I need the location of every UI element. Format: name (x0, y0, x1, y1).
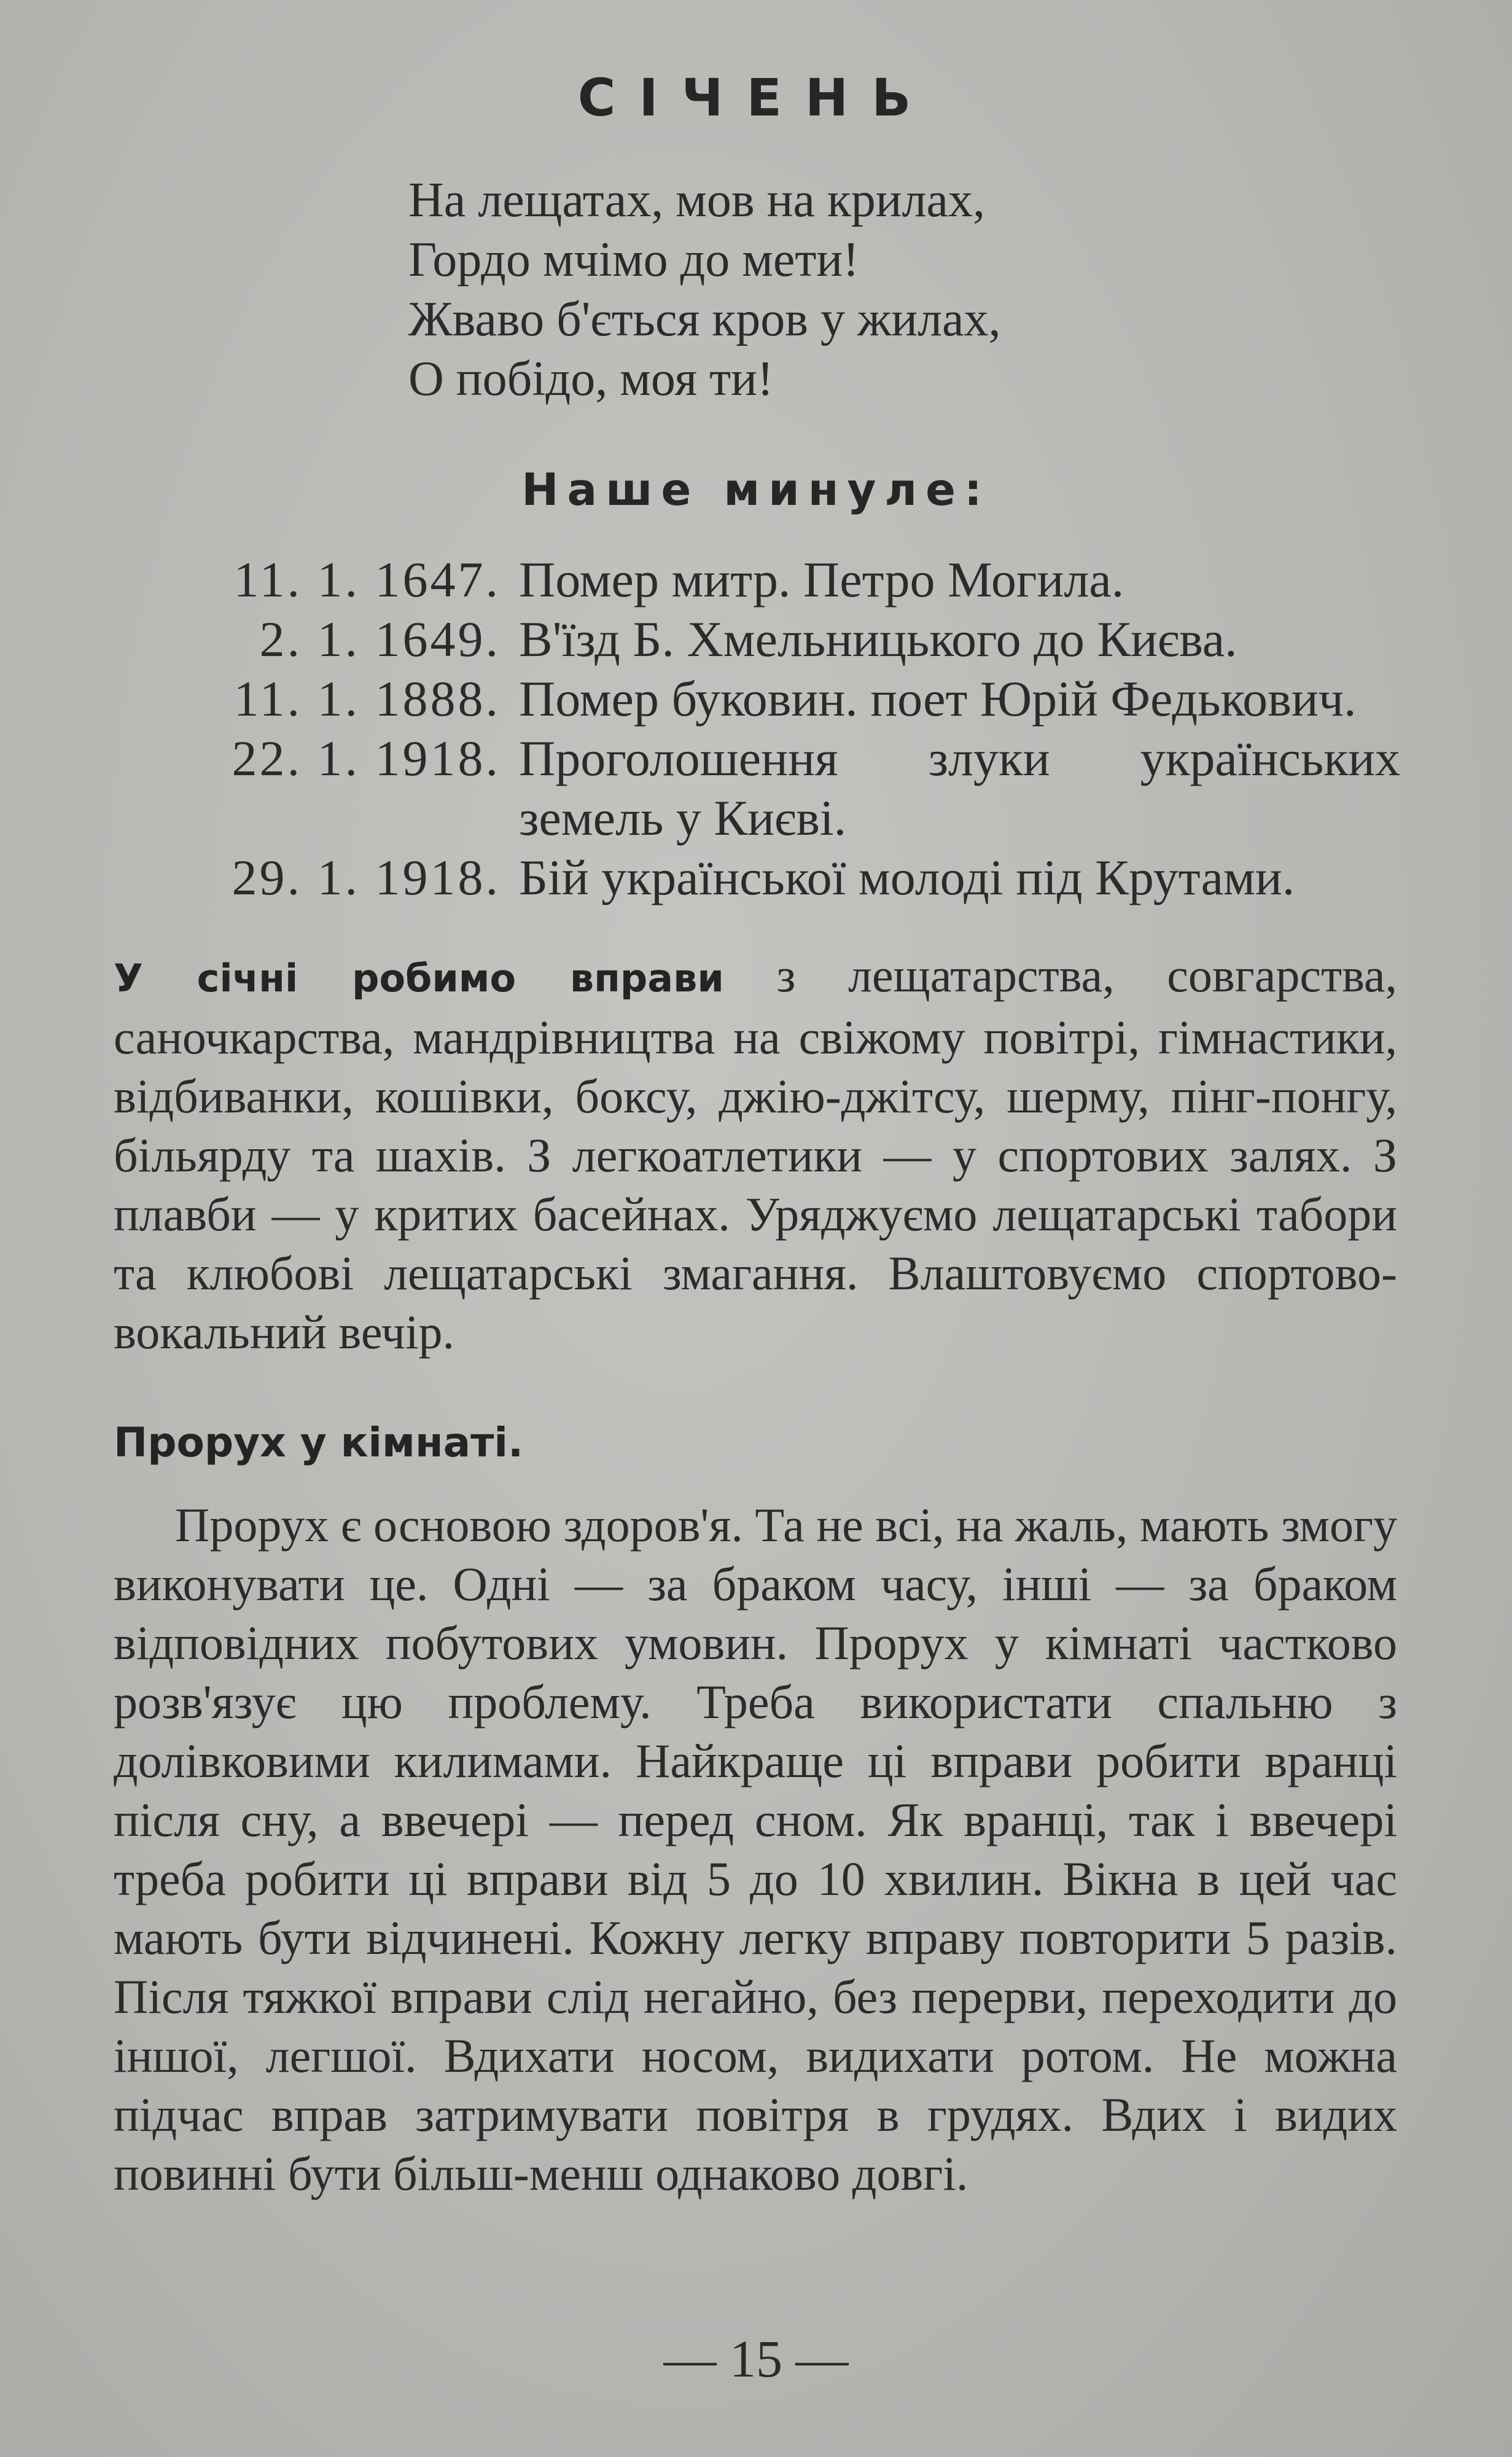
activities-paragraph (114, 946, 1397, 1362)
history-entry (111, 669, 1400, 729)
history-list (111, 550, 1400, 907)
activities-body: з лещатарства, совгарства, саночкарства, мандрівництва на свіжому повітрі, гімнастики, відбиванки, кошівки, боксу, джію-джітсу, шерму, пінг-понгу, більярду та шахів. З легкоатлетики — у спортових залях. З плавби — у критих басейнах. Уряджуємо лещатарські табори та клюбові лещатарські змагання. Влаштовуємо спортово-вокальний вечір. (114, 948, 1397, 1359)
history-date: 29. 1. 1918. (232, 850, 501, 905)
poem-line: Жваво б'ється кров у жилах, (408, 292, 1001, 346)
section-paragraph: Прорух є основою здоров'я. Та не всі, на жаль, мають змогу виконувати це. Одні — за браком часу, інші — за браком відповідних побутових умовин. Прорух у кімнаті частково розв'язує цю проблему. Треба використати спальню з долівковими килимами. Найкраще ці вправи робити вранці після сну, а ввечері — перед сном. Як вранці, так і ввечері треба робити ці вправи від 5 до 10 хвилин. Вікна в цей час мають бути відчинені. Кожну легку вправу повторити 5 разів. Після тяжкої вправи слід негайно, без перерви, переходити до іншої, легшої. Вдихати носом, видихати ротом. Не можна підчас вправ затримувати повітря в грудях. Вдих і видих повинні бути більш-менш однаково довгі. (114, 1498, 1397, 2200)
poem-line: На лещатах, мов на крилах, (408, 173, 986, 227)
page-number: — 15 — (663, 2329, 849, 2388)
history-event: Помер митр. Петро Могила. (519, 552, 1124, 607)
page-title: СІЧЕНЬ (577, 68, 935, 128)
history-date: 11. 1. 1888. (233, 671, 501, 727)
section-heading: Прорух у кімнаті. (114, 1419, 524, 1466)
history-heading: Наше минуле: (521, 464, 991, 515)
poem (408, 171, 1001, 409)
history-date: 22. 1. 1918. (232, 730, 501, 786)
poem-line: О побідо, моя ти! (408, 352, 774, 406)
history-entry (111, 729, 1400, 848)
poem-line: Гордо мчімо до мети! (408, 233, 859, 287)
history-entry (111, 609, 1400, 669)
history-event: Помер буковин. поет Юрій Федькович. (519, 671, 1357, 727)
history-event: В'їзд Б. Хмельницького до Києва. (519, 611, 1237, 667)
history-entry (111, 550, 1400, 609)
history-date: 2. 1. 1649. (259, 611, 501, 667)
history-date: 11. 1. 1647. (233, 552, 501, 607)
history-event: Бій української молоді під Крутами. (519, 850, 1295, 905)
history-event: Проголошення злуки українських земель у Києві. (519, 730, 1400, 846)
activities-lead: У січні робимо вправи (114, 956, 724, 1001)
history-entry (111, 848, 1400, 907)
